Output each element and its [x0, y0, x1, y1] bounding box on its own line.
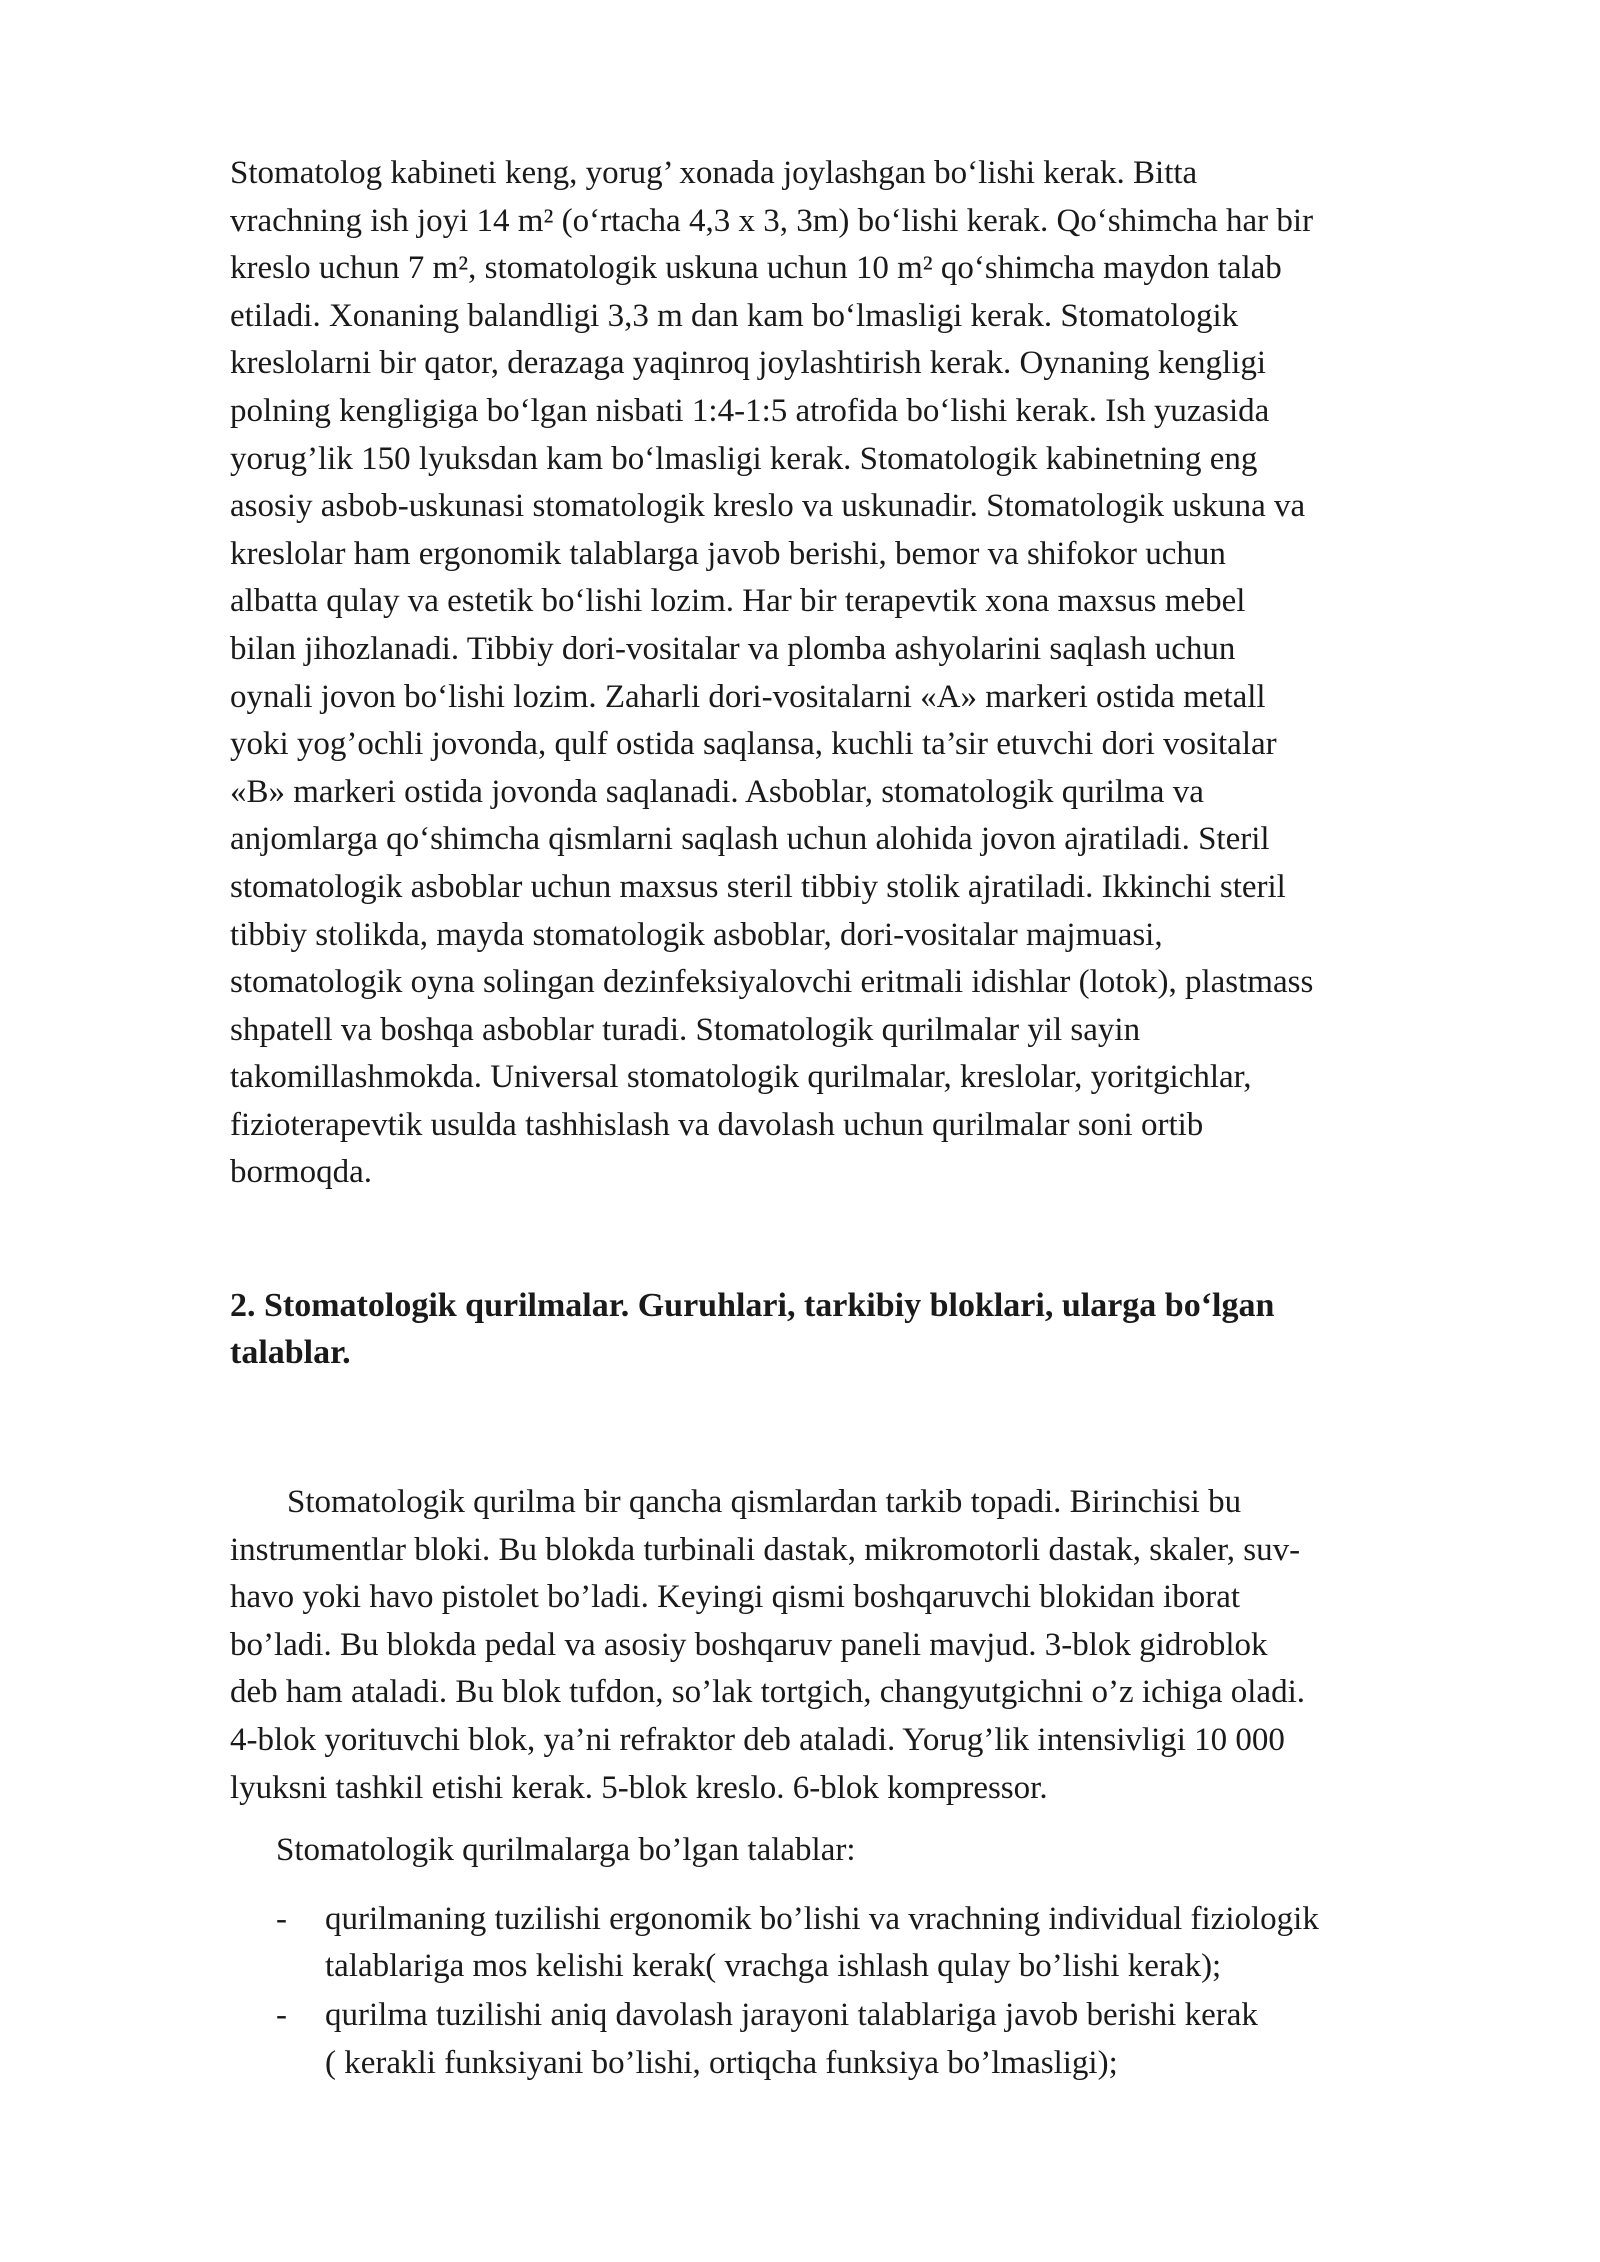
text-line: anjomlarga qo‘shimcha qismlarni saqlash uchun alohida jovon ajratiladi. Steril [230, 821, 1270, 858]
text-line: polning kengligiga bo‘lgan nisbati 1:4-1:5 atrofida bo‘lishi kerak. Ish yuzasida [230, 392, 1270, 429]
text-line: kreslo uchun 7 m², stomatologik uskuna uchun 10 m² qo‘shimcha maydon talab [230, 250, 1282, 287]
text-line: stomatologik oyna solingan dezinfeksiyalovchi eritmali idishlar (lotok), plastmass [230, 964, 1314, 1001]
text-line: lyuksni tashkil etishi kerak. 5-blok kreslo. 6-blok kompressor. [230, 1769, 1048, 1806]
document-page [230, 150, 1470, 2088]
heading-line: talablar. [230, 1334, 351, 1372]
text-line: stomatologik asboblar uchun maxsus steril tibbiy stolik ajratiladi. Ikkinchi steril [230, 868, 1286, 905]
text-line: vrachning ish joyi 14 m² (o‘rtacha 4,3 x 3, 3m) bo‘lishi kerak. Qo‘shimcha har bir [230, 202, 1314, 239]
text-line: talablariga mos kelishi kerak( vrachga ishlash qulay bo’lishi kerak); [325, 1948, 1222, 1985]
text-line: etiladi. Xonaning balandligi 3,3 m dan kam bo‘lmasligi kerak. Stomatologik [230, 297, 1239, 334]
body-paragraph-1 [230, 150, 1470, 1197]
dash-bullet: - [276, 1900, 287, 1937]
text-line: «B» markeri ostida jovonda saqlanadi. Asboblar, stomatologik qurilma va [230, 773, 1204, 810]
text-line: 4-blok yorituvchi blok, ya’ni refraktor deb ataladi. Yorug’lik intensivligi 10 000 [230, 1722, 1285, 1759]
text-line: Stomatolog kabineti keng, yorug’ xonada joylashgan bo‘lishi kerak. Bitta [230, 155, 1198, 191]
text-line: takomillashmokda. Universal stomatologik qurilmalar, kreslolar, yoritgichlar, [230, 1059, 1252, 1096]
text-line: shpatell va boshqa asboblar turadi. Stomatologik qurilmalar yil sayin [230, 1011, 1141, 1048]
text-line: deb ham ataladi. Bu blok tufdon, so’lak tortgich, changyutgichni o’z ichiga oladi. [230, 1674, 1305, 1711]
text-line: yorug’lik 150 lyuksdan kam bo‘lmasligi kerak. Stomatologik kabinetning eng [230, 440, 1258, 477]
text-line: bormoqda. [230, 1154, 373, 1191]
text-line: qurilmaning tuzilishi ergonomik bo’lishi va vrachning individual fiziologik [325, 1900, 1319, 1937]
requirements-list [230, 1896, 1470, 2087]
text-line: bo’ladi. Bu blokda pedal va asosiy boshqaruv paneli mavjud. 3-blok gidroblok [230, 1626, 1268, 1663]
heading-line: 2. Stomatologik qurilmalar. Guruhlari, tarkibiy bloklari, ularga bo‘lgan [230, 1287, 1275, 1325]
section-heading [230, 1282, 1470, 1376]
text-line: yoki yog’ochli jovonda, qulf ostida saqlansa, kuchli ta’sir etuvchi dori vositalar [230, 726, 1277, 763]
dash-bullet: - [276, 1997, 287, 2033]
requirements-title: Stomatologik qurilmalarga bo’lgan talablar: [276, 1832, 856, 1869]
text-line: oynali jovon bo‘lishi lozim. Zaharli dori-vositalarni «A» markeri ostida metall [230, 678, 1266, 715]
text-line: instrumentlar bloki. Bu blokda turbinali dastak, mikromotorli dastak, skaler, suv- [230, 1531, 1301, 1568]
list-item [230, 1992, 1470, 2087]
text-line: bilan jihozlanadi. Tibbiy dori-vositalar va plomba ashyolarini saqlash uchun [230, 630, 1236, 667]
body-paragraph-2 [230, 1479, 1470, 1812]
text-line: kreslolarni bir qator, derazaga yaqinroq joylashtirish kerak. Oynaning kengligi [230, 345, 1267, 382]
text-line: ( kerakli funksiyani bo’lishi, ortiqcha funksiya bo’lmasligi); [325, 2044, 1118, 2081]
text-line: fizioterapevtik usulda tashhislash va davolash uchun qurilmalar soni ortib [230, 1106, 1204, 1143]
text-line: Stomatologik qurilma bir qancha qismlardan tarkib topadi. Birinchisi bu [287, 1484, 1242, 1521]
list-item [230, 1896, 1470, 1991]
text-line: kreslolar ham ergonomik talablarga javob berishi, bemor va shifokor uchun [230, 535, 1226, 572]
text-line: albatta qulay va estetik bo‘lishi lozim. Har bir terapevtik xona maxsus mebel [230, 583, 1246, 620]
text-line: qurilma tuzilishi aniq davolash jarayoni talablariga javob berishi kerak [325, 1997, 1258, 2033]
text-line: havo yoki havo pistolet bo’ladi. Keyingi qismi boshqaruvchi blokidan iborat [230, 1579, 1241, 1616]
text-line: asosiy asbob-uskunasi stomatologik kreslo va uskunadir. Stomatologik uskuna va [230, 488, 1306, 525]
text-line: tibbiy stolikda, mayda stomatologik asboblar, dori-vositalar majmuasi, [230, 916, 1163, 953]
